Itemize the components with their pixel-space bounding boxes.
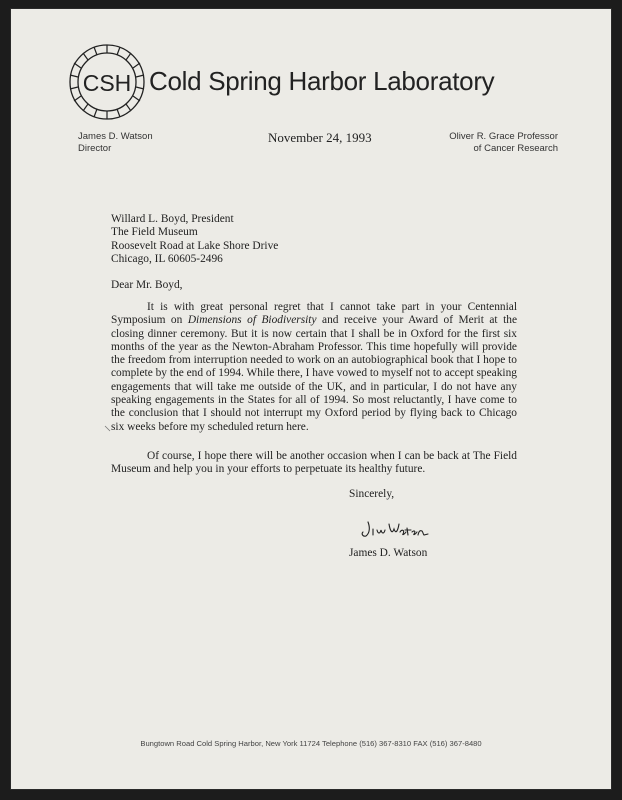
letter-date: November 24, 1993 [268,130,372,145]
footer-address: Bungtown Road Cold Spring Harbor, New York 11724 Telephone (516) 367-8310 FAX (516) 367-8480 [140,739,482,748]
logo-text: CSH [82,70,132,96]
director-name: James D. Watson [78,131,153,142]
csh-logo-icon [65,40,149,124]
paragraph-1-start: It is with great personal regret that I cannot take part in your Centennial Symposium on [111,301,517,327]
recipient-address [111,213,278,266]
professorship-block [430,131,558,155]
salutation: Dear Mr. Boyd, [111,279,183,291]
body-paragraph-1 [111,301,517,434]
recipient-line-3: Roosevelt Road at Lake Shore Drive [111,239,279,252]
body-paragraph-2: Of course, I hope there will be another occasion when I can be back at The Field Museum and help you in your efforts to perpetuate its healthy future. [111,450,517,476]
closing: Sincerely, [349,488,395,500]
symposium-title: Dimensions of Biodiversity [187,314,317,327]
paragraph-1-rest: and receive your Award of Merit at the closing dinner ceremony. But it is now certain that I shall be in Oxford for the first six months of the year as the Newton-Abraham Professor. This time hopefully will provide the freedom from interruption needed to work on an autobiographical book that I hope to complete by the end of 1994. While there, I have vowed to myself not to accept speaking engagements that will take me outside of the UK, and in particular, I do not have any speaking engagements in the States for all of 1994. So most reluctantly, I have come to the conclusion that I should not interrupt my Oxford period by flying back to Chicago six weeks before my scheduled return here. [111,314,517,433]
professorship-line-1: Oliver R. Grace Professor [449,131,558,142]
signature [358,518,436,540]
recipient-line-4: Chicago, IL 60605-2496 [111,252,223,265]
pencil-mark-icon [104,425,112,433]
signer-name: James D. Watson [349,547,428,559]
director-block [78,131,153,155]
recipient-line-1: Willard L. Boyd, President [111,213,234,225]
lab-name: Cold Spring Harbor Laboratory [149,66,495,96]
director-title: Director [78,143,112,154]
professorship-line-2: of Cancer Research [473,143,558,154]
letter-page [10,8,612,790]
recipient-line-2: The Field Museum [111,226,198,239]
